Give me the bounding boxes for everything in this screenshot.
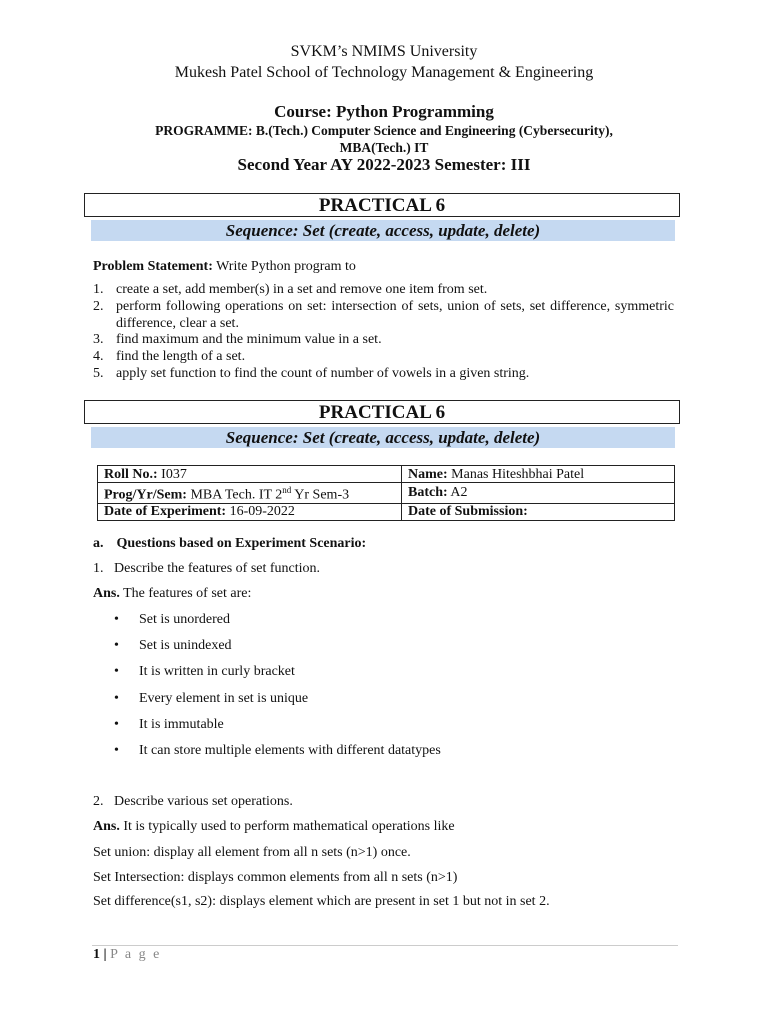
name-value: Manas Hiteshbhai Patel (447, 466, 585, 482)
feature-text: Set is unindexed (139, 638, 232, 653)
list-item (93, 332, 674, 349)
prog-value-rest: Yr Sem-3 (291, 487, 350, 503)
table-row (98, 466, 675, 483)
item-number: 5. (93, 365, 104, 381)
bullet-icon: • (114, 638, 119, 653)
item-text: apply set function to find the count of number of vowels in a given string. (116, 365, 530, 381)
programme (0, 122, 768, 156)
sequence-band: Sequence: Set (create, access, update, delete) (91, 220, 675, 241)
feature-text: Set is unordered (139, 612, 230, 627)
roll-cell (98, 466, 402, 483)
set-difference-line: Set difference(s1, s2): displays element which are present in set 1 but not in set 2. (93, 894, 550, 909)
student-info-table (97, 465, 675, 521)
question-1: 1. Describe the features of set function. (93, 561, 321, 576)
experiment-date-cell (98, 503, 402, 520)
prog-value: MBA Tech. IT 2 (186, 487, 283, 503)
prog-cell (98, 483, 402, 504)
problem-list (93, 282, 674, 383)
list-item (93, 299, 674, 333)
roll-label: Roll No.: (104, 466, 158, 482)
prog-value-sup: nd (282, 485, 292, 495)
item-text: find maximum and the minimum value in a set. (116, 332, 382, 348)
problem-label: Problem Statement: (93, 259, 213, 274)
item-number: 3. (93, 332, 104, 348)
set-union-line: Set union: display all element from all n sets (n>1) once. (93, 845, 411, 860)
answer-label: Ans. (93, 819, 120, 834)
university-name: SVKM’s NMIMS University (290, 43, 478, 60)
bullet-icon: • (114, 717, 119, 732)
submission-date-cell (402, 503, 675, 520)
item-text: find the length of a set. (116, 349, 246, 365)
item-number: 2. (93, 298, 104, 314)
roll-value: I037 (157, 466, 187, 482)
item-number: 1. (93, 282, 104, 297)
experiment-date-label: Date of Experiment: (104, 504, 227, 520)
list-item (93, 282, 674, 299)
item-text: perform following operations on set: intersection of sets, union of sets, set difference, symmetric difference, clear a set. (116, 298, 674, 331)
year-semester: Second Year AY 2022-2023 Semester: III (237, 155, 531, 174)
batch-value: A2 (447, 485, 468, 501)
answer-text: It is typically used to perform mathematical operations like (119, 819, 455, 834)
school-name: Mukesh Patel School of Technology Management & Engineering (174, 64, 594, 81)
feature-text: It is written in curly bracket (139, 664, 295, 679)
list-item (93, 366, 674, 383)
heading-text: Questions based on Experiment Scenario: (116, 536, 367, 551)
practical-title-box-2: PRACTICAL 6 (84, 400, 680, 424)
heading-letter: a. (93, 536, 104, 551)
page-footer (93, 947, 161, 963)
name-cell (402, 466, 675, 483)
experiment-date-value: 16-09-2022 (226, 504, 295, 520)
bullet-icon: • (114, 612, 119, 627)
problem-text: Write Python program to (212, 259, 356, 274)
page-number: 1 (93, 947, 100, 962)
item-number: 4. (93, 349, 104, 365)
bullet-icon: • (114, 743, 119, 758)
sequence-band-2: Sequence: Set (create, access, update, delete) (91, 427, 675, 448)
prog-label: Prog/Yr/Sem: (104, 487, 187, 503)
footer-divider (92, 945, 678, 946)
answer-text: The features of set are: (119, 586, 252, 601)
course-title: Course: Python Programming (274, 102, 494, 121)
feature-text: It is immutable (139, 717, 224, 732)
item-text: create a set, add member(s) in a set and remove one item from set. (116, 282, 488, 297)
programme-line-2: MBA(Tech.) IT (339, 140, 429, 155)
bullet-icon: • (114, 664, 119, 679)
question-2: 2. Describe various set operations. (93, 794, 293, 809)
table-row (98, 503, 675, 520)
answer-2 (93, 818, 455, 835)
submission-date-label: Date of Submission: (408, 504, 528, 520)
bullet-icon: • (114, 691, 119, 706)
feature-text: It can store multiple elements with different datatypes (139, 743, 441, 758)
answer-1 (93, 585, 251, 602)
table-row (98, 483, 675, 504)
programme-line-1: PROGRAMME: B.(Tech.) Computer Science and Engineering (Cybersecurity), (155, 123, 613, 138)
page-word: P a g e (110, 947, 162, 962)
batch-label: Batch: (408, 485, 448, 501)
answer-label: Ans. (93, 586, 120, 601)
feature-text: Every element in set is unique (139, 691, 309, 706)
footer-separator: | (100, 947, 111, 962)
problem-statement (93, 258, 356, 275)
name-label: Name: (408, 466, 448, 482)
list-item (93, 349, 674, 366)
set-intersection-line: Set Intersection: displays common elements from all n sets (n>1) (93, 870, 458, 885)
practical-title-box: PRACTICAL 6 (84, 193, 680, 217)
batch-cell (402, 483, 675, 504)
questions-heading (93, 535, 366, 552)
